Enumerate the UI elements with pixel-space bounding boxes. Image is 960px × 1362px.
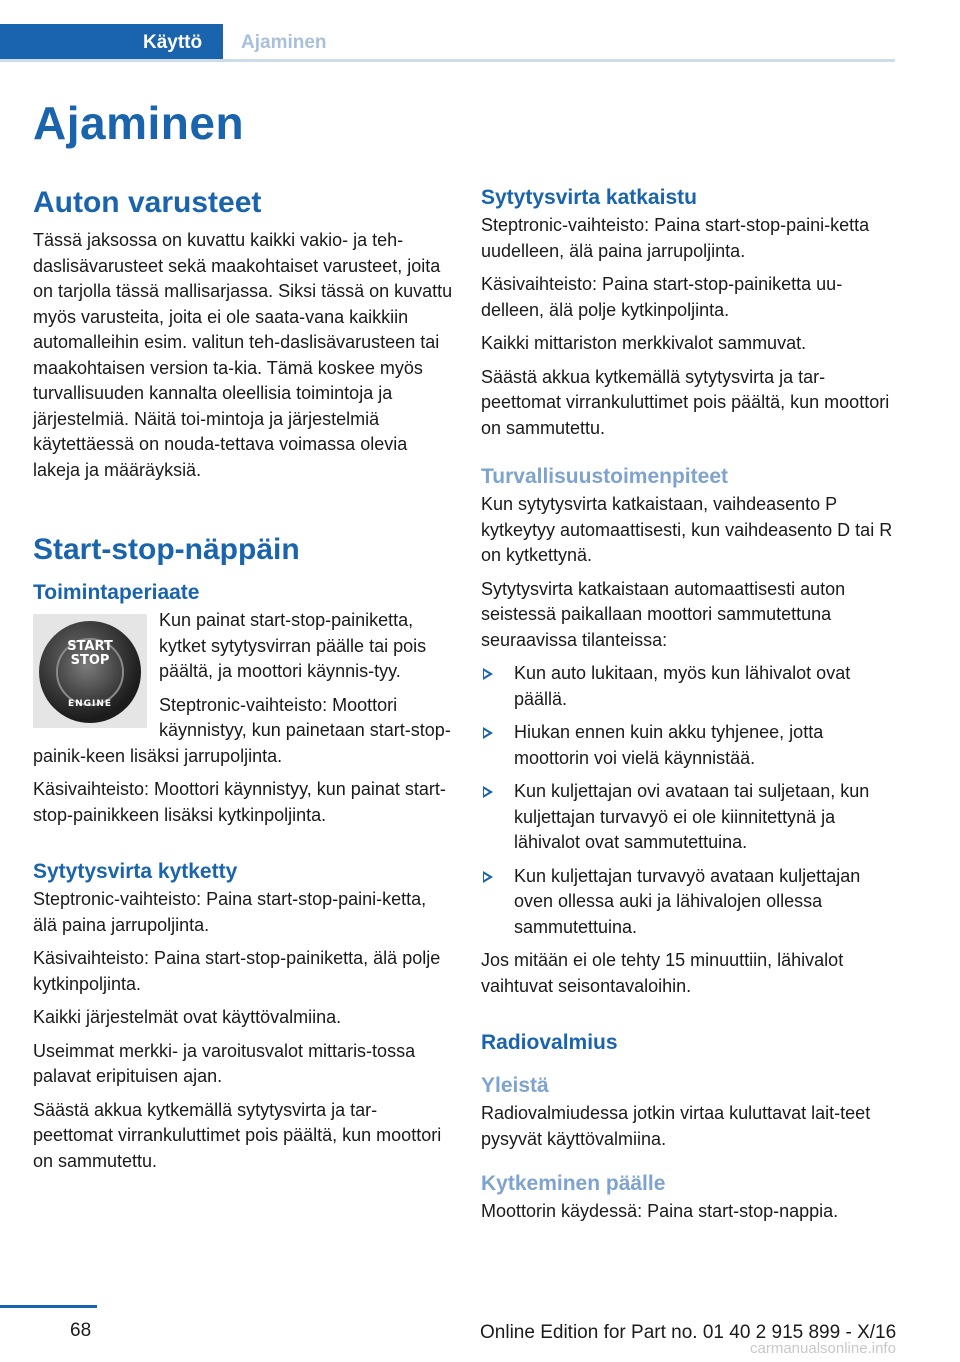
list-item: Hiukan ennen kuin akku tyhjenee, jotta moottorin voi vielä käynnistää. [481, 720, 899, 771]
katkaistu-text-1: Steptronic-vaihteisto: Paina start-stop-paini-ketta uudelleen, älä paina jarrupoljinta. [481, 215, 870, 261]
left-column [33, 184, 453, 1182]
kytketty-text-5: Säästä akkua kytkemällä sytytysvirta ja tar-peettomat virrankuluttimet pois päältä, kun moottori on sammutettu. [33, 1099, 442, 1171]
heading-toimintaperiaate: Toimintaperiaate [33, 581, 200, 604]
start-stop-section [33, 608, 453, 828]
kytketty-text-3: Kaikki järjestelmät ovat käyttövalmiina. [33, 1007, 342, 1027]
katkaistu-text-3: Kaikki mittariston merkkivalot sammuvat. [481, 333, 807, 353]
page-number: 68 [70, 1320, 92, 1341]
engine-label: ENGINE [67, 699, 113, 709]
startstop-text-3: Käsivaihteisto: Moottori käynnistyy, kun painat start-stop-painikkeen lisäksi kytkinpoljinta. [33, 779, 446, 825]
heading-radiovalmius: Radiovalmius [481, 1031, 618, 1054]
katkaistu-text-4: Säästä akkua kytkemällä sytytysvirta ja tar-peettomat virrankuluttimet pois päältä, kun moottori on sammutettu. [481, 366, 890, 438]
heading-turvallisuustoimenpiteet: Turvallisuustoimenpiteet [481, 465, 728, 488]
kytketty-text-2: Käsivaihteisto: Paina start-stop-painiketta, älä polje kytkinpoljinta. [33, 948, 441, 994]
heading-sytytysvirta-katkaistu: Sytytysvirta katkaistu [481, 186, 697, 209]
turva-text-2: Sytytysvirta katkaistaan automaattisesti auton seistessä paikallaan moottori sammutettuna seuraavissa tilanteissa: [481, 578, 846, 650]
triangle-bullet-icon [483, 668, 493, 680]
heading-auton-varusteet: Auton varusteet [33, 186, 262, 219]
katkaistu-text-2: Käsivaihteisto: Paina start-stop-painiketta uu-delleen, älä polje kytkinpoljinta. [481, 274, 843, 320]
page-header [0, 24, 895, 62]
heading-yleista: Yleistä [481, 1074, 549, 1097]
heading-start-stop: Start-stop-näppäin [33, 533, 300, 566]
kytketty-text-4: Useimmat merkki- ja varoitusvalot mittaris-tossa palavat eripituisen ajan. [33, 1040, 416, 1086]
triangle-bullet-icon [483, 727, 493, 739]
yleista-text: Radiovalmiudessa jotkin virtaa kuluttavat lait-teet pysyvät käyttövalmiina. [481, 1103, 871, 1149]
heading-kytkeminen-paalle: Kytkeminen päälle [481, 1172, 666, 1195]
list-item: Kun kuljettajan ovi avataan tai suljetaan, kun kuljettajan turvavyö ei ole kiinnitettynä ja lähivalot ovat sammutettuina. [481, 779, 899, 856]
footer-accent-line [0, 1305, 97, 1308]
turva-text-1: Kun sytytysvirta katkaistaan, vaihdeasento P kytkeytyy automaattisesti, kun vaihdeasento D tai R on kytkettynä. [481, 494, 893, 565]
page-title: Ajaminen [33, 97, 245, 149]
start-stop-button-icon [39, 621, 141, 723]
header-divider [0, 59, 895, 62]
list-item: Kun auto lukitaan, myös kun lähivalot ovat päällä. [481, 661, 899, 712]
watermark: carmanualsonline.info [750, 1340, 896, 1357]
startstop-text-1: Kun painat start-stop-painiketta, kytket sytytysvirran päälle tai pois päältä, ja moottori käynnis-tyy. [159, 610, 427, 681]
stop-label: STOP [70, 653, 110, 668]
auton-varusteet-text: Tässä jaksossa on kuvattu kaikki vakio- ja teh-daslisävarusteet sekä maakohtaiset varusteet, joita on tarjolla tässä mallisarjassa. Siksi tässä on kuvattu myös varusteita, joita ei ole saata-vana kaikkiin automalleihin esim. valitun teh-daslisävarusteen tai maakohtaisen version ta-kia. Tämä koskee myös turvallisuuden kannalta oleellisia toimintoja ja järjestelmiä. Näitä toi-mintoja ja järjestelmiä käytettäessä on nouda-tettava voimassa olevia lakeja ja määräyksiä. [33, 230, 453, 480]
start-label: START [67, 639, 113, 654]
kytketty-text-1: Steptronic-vaihteisto: Paina start-stop-paini-ketta, älä paina jarrupoljinta. [33, 889, 427, 935]
triangle-bullet-icon [483, 786, 493, 798]
start-stop-button-image [33, 614, 147, 728]
header-tab-ajaminen[interactable]: Ajaminen [241, 32, 327, 53]
turva-text-3: Jos mitään ei ole tehty 15 minuuttiin, lähivalot vaihtuvat seisontavaloihin. [481, 950, 844, 996]
turva-list [481, 661, 899, 940]
list-item: Kun kuljettajan turvavyö avataan kuljettajan oven ollessa auki ja lähivalojen ollessa sammutettuina. [481, 864, 899, 941]
header-tab-kaytto[interactable]: Käyttö [0, 24, 223, 62]
right-column [481, 184, 899, 1233]
triangle-bullet-icon [483, 871, 493, 883]
kytkeminen-text: Moottorin käydessä: Paina start-stop-nappia. [481, 1201, 839, 1221]
heading-sytytysvirta-kytketty: Sytytysvirta kytketty [33, 860, 238, 883]
edition-text: Online Edition for Part no. 01 40 2 915 899 - X/16 [480, 1322, 897, 1343]
startstop-text-2: Steptronic-vaihteisto: Moottori käynnistyy, kun painetaan start-stop-painik-keen lisäksi jarrupoljinta. [33, 694, 451, 766]
